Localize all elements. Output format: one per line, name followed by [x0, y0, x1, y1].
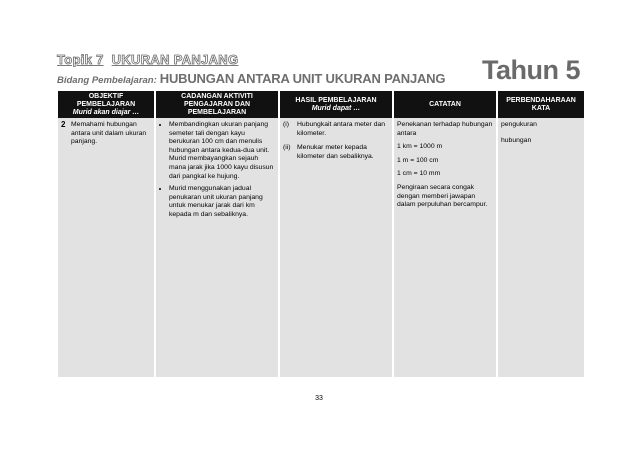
vocabulary-word: hubungan [501, 136, 532, 144]
column-header-activities [156, 91, 278, 118]
objective-number: 2 [61, 120, 66, 129]
page-number: 33 [315, 395, 323, 402]
topic-label: Topik 7 [57, 52, 104, 67]
column-header-vocabulary [498, 91, 584, 118]
column-header-objective [58, 91, 154, 118]
outcome-item [283, 144, 389, 161]
column-header-notes [394, 91, 496, 118]
learning-area-heading [57, 70, 445, 88]
topic-heading [57, 52, 246, 67]
column-header-subtitle: Murid dapat … [311, 104, 361, 112]
topic-name: UKURAN PANJANG [111, 52, 239, 67]
outcome-number: (ii) [283, 144, 291, 152]
notes-cell [394, 118, 496, 377]
note-line: 1 km = 1000 m [397, 143, 443, 151]
activity-item: • Murid menggunakan jadual penukaran unit ukuran panjang untuk menukar jarak dari km kepada m dan sebaliknya. [169, 185, 275, 219]
activity-item: • Membandingkan ukuran panjang semeter tali dengan kayu berukuran 100 cm dan menulis hubungan antara kedua-dua unit. Murid membayangkan sejauh mana jarak jika 1000 kayu disusun dari pangkal ke hujung. [169, 121, 275, 181]
note-line: 1 m = 100 cm [397, 156, 439, 164]
column-header-outcomes [280, 91, 392, 118]
note-line: Pengiraan secara congak dengan memberi jawapan dalam perpuluhan bercampur. [397, 183, 488, 209]
outcomes-cell [280, 118, 392, 377]
objective-text: Memahami hubungan antara unit dalam ukuran panjang. [71, 121, 147, 146]
year-label: Tahun 5 [481, 55, 580, 85]
column-header-subtitle: Murid akan diajar … [72, 108, 140, 116]
outcome-text: Menukar meter kepada kilometer dan sebaliknya. [297, 144, 374, 160]
column-header-title: HASIL PEMBELAJARAN [295, 96, 377, 104]
vocabulary-cell [498, 118, 584, 377]
outcome-item [283, 121, 389, 138]
table-header-row [58, 91, 584, 118]
column-header-title: OBJEKTIF PEMBELAJARAN [76, 92, 136, 108]
outcome-number: (i) [283, 121, 290, 128]
note-line: 1 cm = 10 mm [397, 170, 441, 178]
column-header-title: CADANGAN AKTIVITI PENGAJARAN DAN PEMBELAJARAN [181, 92, 253, 116]
vocabulary-word: pengukuran [501, 121, 537, 128]
table-row [58, 118, 584, 377]
note-line: Penekanan terhadap hubungan antara [397, 121, 493, 137]
activities-cell [156, 118, 278, 377]
lesson-plan-table [56, 91, 586, 377]
outcome-text: Hubungkait antara meter dan kilometer. [297, 121, 386, 137]
objective-cell [58, 118, 154, 377]
column-header-title: CATATAN [429, 100, 461, 108]
learning-area-name: HUBUNGAN ANTARA UNIT UKURAN PANJANG [159, 71, 446, 86]
learning-area-label: Bidang Pembelajaran: [57, 75, 157, 86]
column-header-title: PERBENDAHARAAN KATA [506, 96, 576, 112]
